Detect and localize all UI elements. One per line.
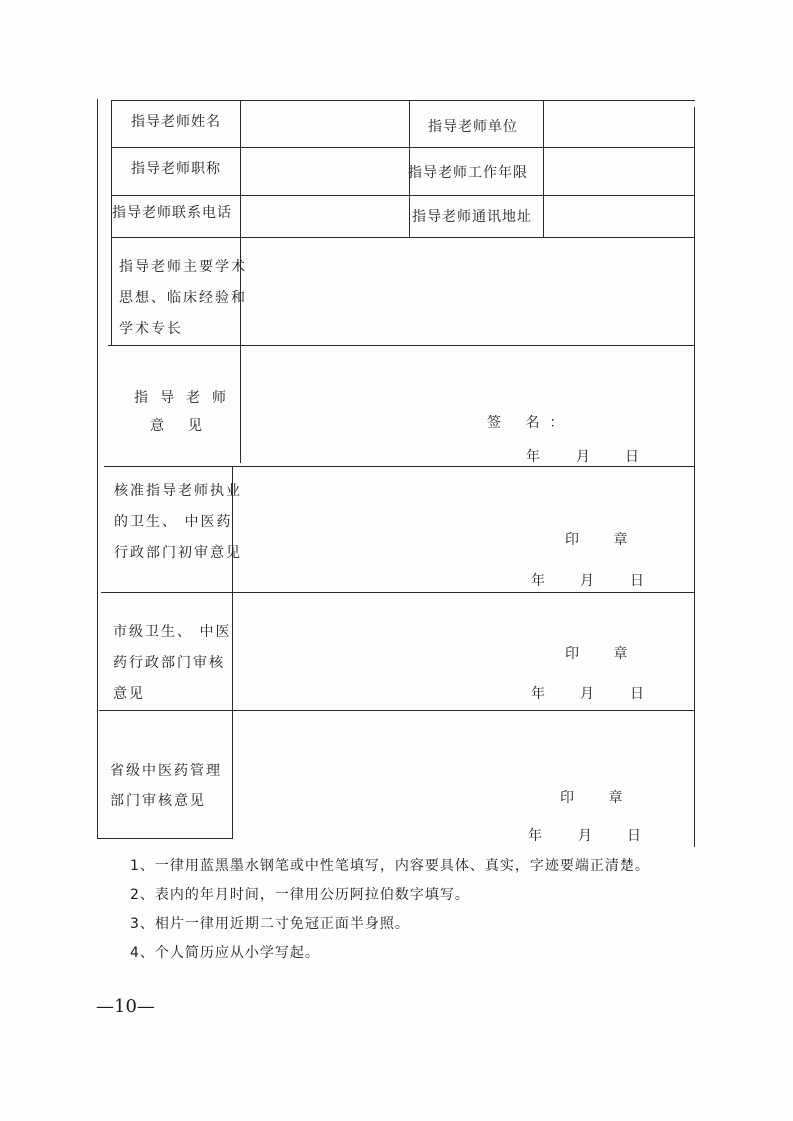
date-day: 日 <box>627 828 642 844</box>
advisor-phone-label: 指导老师联系电话 <box>112 205 232 221</box>
table-border-right <box>694 107 695 847</box>
date-month: 月 <box>578 828 593 844</box>
advisor-unit-label: 指导老师单位 <box>428 119 518 135</box>
date-day: 日 <box>625 449 640 465</box>
date-year: 年 <box>526 449 541 465</box>
note-item: 3、相片一律用近期二寸免冠正面半身照。 <box>130 916 410 932</box>
initial-review-label: 核准指导老师执业的卫生、 中医药行政部门初审意见 <box>114 483 242 561</box>
advisor-years-label: 指导老师工作年限 <box>408 165 528 181</box>
date-year: 年 <box>528 828 543 844</box>
advisor-address-label: 指导老师通讯地址 <box>412 209 532 225</box>
note-item: 2、表内的年月时间，一律用公历阿拉伯数字填写。 <box>130 887 470 903</box>
table-border-bottom <box>97 838 233 839</box>
form-notes <box>130 852 770 968</box>
row-line <box>111 237 695 238</box>
row-line <box>108 345 694 346</box>
date-day: 日 <box>630 686 645 702</box>
date-year: 年 <box>531 686 546 702</box>
date-day: 日 <box>630 573 645 589</box>
column-line-top-rows <box>111 100 112 346</box>
date-year: 年 <box>531 573 546 589</box>
date-month: 月 <box>576 449 591 465</box>
seal-label: 印 章 <box>565 532 643 548</box>
note-item: 4、个人简历应从小学写起。 <box>130 945 320 961</box>
advisor-name-label: 指导老师姓名 <box>131 114 221 130</box>
date-month: 月 <box>580 686 595 702</box>
row-line <box>104 466 694 467</box>
signature-label: 签 名： <box>487 415 574 431</box>
province-review-label: 省级中医药管理部门审核意见 <box>110 763 222 809</box>
row-line <box>99 710 694 711</box>
page-number: —10— <box>96 996 155 1017</box>
row-line <box>101 592 694 593</box>
advisor-opinion-label: 指导老师 <box>134 390 238 406</box>
seal-label: 印 章 <box>565 646 643 662</box>
advisor-opinion-label: 意见 <box>150 418 226 434</box>
table-border-top <box>111 100 695 101</box>
advisor-title-label: 指导老师职称 <box>131 161 221 177</box>
date-month: 月 <box>580 573 595 589</box>
row-line <box>111 147 695 148</box>
seal-label: 印 章 <box>560 790 638 806</box>
row-line <box>111 195 695 196</box>
city-review-label: 市级卫生、 中医药行政部门审核意见 <box>113 624 232 702</box>
academic-expertise-label: 指导老师主要学术思想、临床经验和学术专长 <box>119 259 247 337</box>
column-line-right <box>543 100 544 237</box>
table-border-left <box>97 99 98 838</box>
note-item: 1、一律用蓝黑墨水钢笔或中性笔填写，内容要具体、真实，字迹要端正清楚。 <box>130 858 650 874</box>
